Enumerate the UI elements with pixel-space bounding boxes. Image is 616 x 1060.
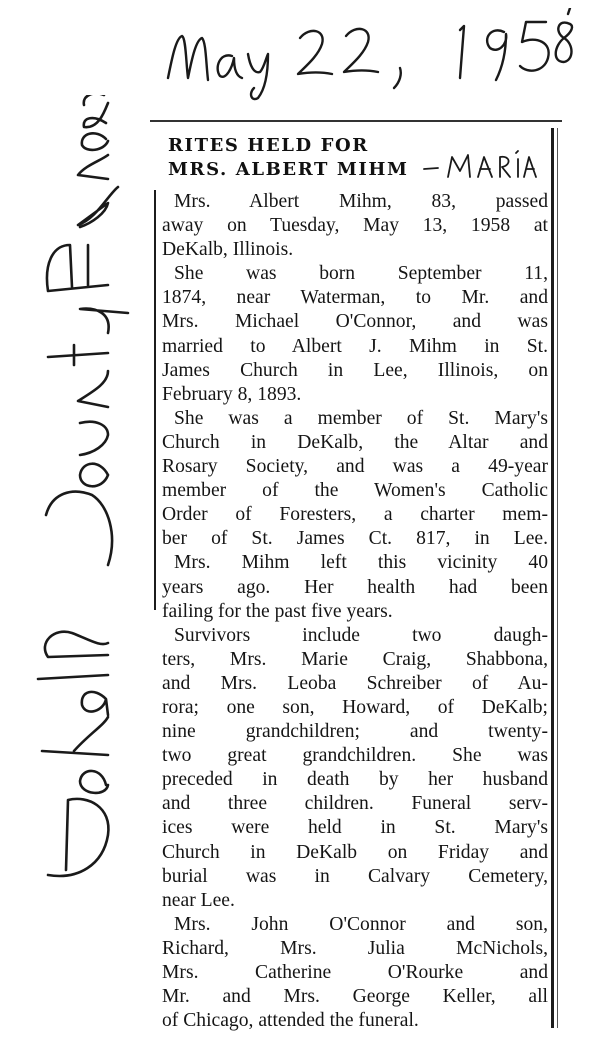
text-line: married to Albert J. Mihm in St. [162,335,548,357]
text-line: February 8, 1893. [162,383,302,405]
clipping-right-rule [551,128,554,1028]
text-line: away on Tuesday, May 13, 1958 at [162,215,548,237]
text-line: ices were held in St. Mary's [162,817,548,839]
paragraph-attendees [162,913,548,1033]
text-line: Church in DeKalb on Friday and [162,841,548,863]
paragraph-death-notice [162,190,548,262]
text-line: She was a member of St. Mary's [174,407,548,429]
text-line: rora; one son, Howard, of DeKalb; [162,696,548,718]
headline [168,134,548,182]
paragraph-birth-marriage [162,262,548,407]
text-line: She was born September 11, [174,263,548,285]
text-line: Richard, Mrs. Julia McNichols, [162,937,548,959]
text-line: Mrs. Mihm left this vicinity 40 [174,552,548,574]
paragraph-survivors [162,624,548,913]
text-line: nine grandchildren; and twenty- [162,721,548,743]
text-line: ber of St. James Ct. 817, in Lee. [162,528,548,550]
headline-line: RITES HELD FOR [168,135,369,156]
text-line: Mrs. Catherine O'Rourke and [162,962,548,983]
text-line: two great grandchildren. She was [162,745,548,767]
text-line: failing for the past five years. [162,600,393,622]
text-line: ters, Mrs. Marie Craig, Shabbona, [162,648,548,670]
text-line: Church in DeKalb, the Altar and [162,431,548,453]
handwritten-source [8,95,138,895]
clipping-top-rule [150,120,562,122]
clipping-left-rule [154,190,156,610]
text-line: preceded in death by her husband [162,769,548,791]
paragraph-memberships [162,407,548,552]
paragraph-health [162,551,548,623]
clipping-right-rule-thin [557,128,558,1028]
text-line: Order of Foresters, a charter mem- [162,504,548,526]
text-line: DeKalb, Illinois. [162,239,294,261]
text-line: and three children. Funeral serv- [162,793,548,815]
text-line: member of the Women's Catholic [162,480,548,502]
text-line: and Mrs. Leoba Schreiber of Au- [162,672,548,694]
text-line: Mrs. John O'Connor and son, [174,913,548,935]
text-line: years ago. Her health had been [162,576,548,598]
text-line: of Chicago, attended the funeral. [162,1010,419,1032]
text-line: near Lee. [162,889,235,911]
text-line: Mr. and Mrs. George Keller, all [162,986,548,1008]
text-line: burial was in Calvary Cemetery, [162,865,548,887]
text-line: Rosary Society, and was a 49-year [162,456,548,478]
newspaper-clipping [162,134,548,1033]
text-line: Survivors include two daugh- [174,624,548,646]
text-line: James Church in Lee, Illinois, on [162,359,548,381]
text-line: Mrs. Albert Mihm, 83, passed [174,191,548,212]
handwritten-date [160,8,580,103]
headline-line: MRS. ALBERT MIHM [168,159,409,180]
text-line: 1874, near Waterman, to Mr. and [162,287,548,309]
text-line: Mrs. Michael O'Connor, and was [162,311,548,333]
